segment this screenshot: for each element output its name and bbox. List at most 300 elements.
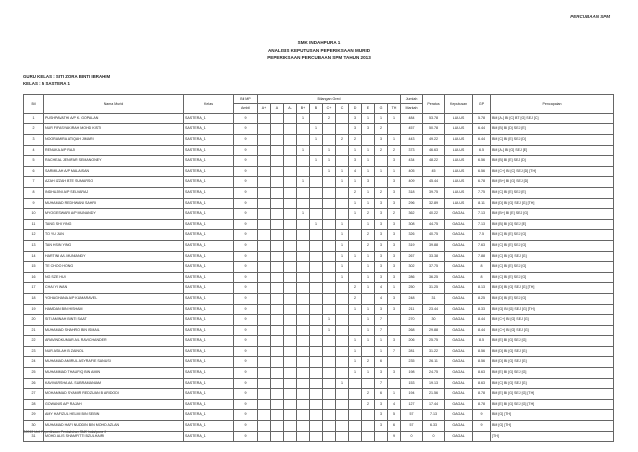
cell-grade-count [258,293,271,304]
cell-grade-count [310,368,323,379]
cell-grade-count [349,431,362,442]
cell-pencapaian: BM [G] BI [G] SEJ [G] [TH] [491,304,614,315]
cell-grade-count [271,177,284,188]
cell-bil: 21 [24,325,44,336]
cell-grade-count: 1 [388,166,401,177]
cell-bil: 14 [24,251,44,262]
cell-grade-count: 1 [349,304,362,315]
cell-grade-count: 1 [362,262,375,273]
cell-grade-count [271,378,284,389]
cell-bil: 26 [24,378,44,389]
cell-grade-count [323,304,336,315]
cell-grade-count [258,209,271,220]
cell-grade-count [336,113,349,124]
cell-ambil: 9 [234,304,258,315]
cell-grade-count [323,187,336,198]
cell-grade-count [258,198,271,209]
cell-grade-count [310,209,323,220]
cell-grade-count: 1 [349,209,362,220]
cell-grade-count [271,230,284,241]
header-bil: Bil [24,95,44,114]
cell-jumlah: 302 [401,262,423,273]
cell-grade-count [258,357,271,368]
cell-kelas: SASTERA_1 [184,410,234,421]
cell-grade-count: 2 [362,230,375,241]
cell-bil: 31 [24,431,44,442]
cell-grade-count: 3 [375,240,388,251]
cell-grade-count [297,198,310,209]
cell-grade-count [284,283,297,294]
cell-keputusan: GAGAL [445,368,473,379]
cell-nama: NOORAMIRA ATIQAH JIMARI [44,135,184,146]
cell-grade-count [284,421,297,432]
cell-peratus: 46.63 [423,145,445,156]
cell-grade-count: 1 [375,336,388,347]
cell-grade-count [310,304,323,315]
cell-grade-count [297,272,310,283]
cell-grade-count [349,389,362,400]
cell-grade-count: 1 [388,283,401,294]
cell-grade-count: 1 [362,368,375,379]
cell-pencapaian: BM [E] BI [G] SEJ [G] [491,368,614,379]
cell-grade-count: 1 [336,219,349,230]
cell-grade-count: 1 [349,368,362,379]
cell-peratus: 37.75 [423,262,445,273]
table-row [24,251,614,262]
cell-grade-count [336,346,349,357]
cell-grade-count [284,209,297,220]
cell-grade-count: 1 [388,389,401,400]
cell-grade-count [323,230,336,241]
cell-kelas: SASTERA_1 [184,272,234,283]
cell-gp: 8.33 [473,304,491,315]
cell-grade-count [258,378,271,389]
cell-grade-count: 1 [323,315,336,326]
table-row [24,198,614,209]
cell-grade-count [310,399,323,410]
cell-pencapaian: BM [C] BI [G] SEJ [G] [491,378,614,389]
cell-grade-count [323,378,336,389]
cell-grade-count: 1 [375,346,388,357]
cell-pencapaian: [TH] [491,431,614,442]
cell-bil: 15 [24,262,44,273]
cell-grade-count [323,240,336,251]
cell-bil: 22 [24,336,44,347]
cell-grade-count [388,357,401,368]
cell-gp: 8.63 [473,378,491,389]
cell-grade-count [271,240,284,251]
cell-bil: 11 [24,219,44,230]
cell-peratus: 49.22 [423,135,445,146]
cell-grade-count [297,410,310,421]
cell-nama: HAMDAN BIN HISHAM [44,304,184,315]
cell-grade-count: 3 [388,230,401,241]
table-row [24,431,614,442]
cell-gp: 8 [473,262,491,273]
cell-grade-count [258,156,271,167]
cell-grade-count [323,251,336,262]
cell-gp: 7.88 [473,251,491,262]
cell-keputusan: GAGAL [445,293,473,304]
cell-grade-count [271,389,284,400]
cell-grade-count [284,262,297,273]
cell-grade-count: 3 [375,399,388,410]
cell-pencapaian: BM [B+] BI [E] SEJ [G] [491,209,614,220]
cell-kelas: SASTERA_1 [184,124,234,135]
cell-grade-count: 3 [388,219,401,230]
cell-grade-count [349,399,362,410]
cell-pencapaian: BM [B+] BI [G] SEJ [D] [491,177,614,188]
cell-grade-count [336,209,349,220]
cell-grade-count [310,240,323,251]
cell-grade-count [297,399,310,410]
cell-grade-count [258,304,271,315]
cell-grade-count [297,336,310,347]
cell-keputusan: GAGAL [445,251,473,262]
cell-pencapaian: BM [C] BI [E] SEJ [G] [491,272,614,283]
cell-jumlah: 296 [401,198,423,209]
header-grade: E [362,104,375,113]
cell-jumlah: 250 [401,283,423,294]
cell-jumlah: 248 [401,293,423,304]
table-row [24,124,614,135]
cell-nama: YOHAGHANA A/P KUMARAVEL [44,293,184,304]
cell-grade-count: 1 [310,124,323,135]
cell-grade-count [336,389,349,400]
table-row [24,283,614,294]
cell-grade-count [323,389,336,400]
cell-grade-count [271,357,284,368]
cell-grade-count: 3 [362,124,375,135]
cell-grade-count [310,166,323,177]
cell-grade-count [323,293,336,304]
cell-pencapaian: BM [C+] BI [C] SEJ [D] [TH] [491,166,614,177]
cell-grade-count: 1 [310,135,323,146]
cell-grade-count [258,240,271,251]
cell-peratus: 31.22 [423,346,445,357]
cell-nama: RACHEAL JENIFAR SEMANONEY [44,156,184,167]
cell-grade-count [336,293,349,304]
cell-grade-count [258,421,271,432]
cell-grade-count [271,431,284,442]
cell-grade-count: 1 [349,336,362,347]
cell-grade-count [310,177,323,188]
cell-grade-count [271,336,284,347]
cell-jumlah: 362 [401,209,423,220]
cell-grade-count [297,357,310,368]
cell-kelas: SASTERA_1 [184,262,234,273]
cell-grade-count: 1 [349,357,362,368]
cell-grade-count: 4 [388,399,401,410]
cell-grade-count [323,357,336,368]
cell-keputusan: GAGAL [445,304,473,315]
class-name: KELAS : 5 SASTERA 1 [23,81,70,87]
cell-grade-count [349,240,362,251]
cell-ambil: 9 [234,410,258,421]
report-title [0,39,638,62]
cell-grade-count [271,156,284,167]
cell-grade-count: 2 [388,209,401,220]
cell-ambil: 9 [234,357,258,368]
table-row [24,378,614,389]
cell-grade-count: 3 [375,262,388,273]
cell-grade-count: 7 [375,315,388,326]
cell-bil: 9 [24,198,44,209]
cell-grade-count [297,251,310,262]
cell-grade-count: 1 [336,251,349,262]
class-info [23,73,110,88]
table-row [24,293,614,304]
cell-grade-count [323,262,336,273]
cell-ambil: 9 [234,431,258,442]
cell-grade-count [284,166,297,177]
cell-grade-count [271,325,284,336]
cell-grade-count [310,113,323,124]
cell-ambil: 9 [234,135,258,146]
header-nama: Nama Murid [44,95,184,114]
cell-kelas: SASTERA_1 [184,378,234,389]
cell-nama: MUHAMMAD THAUFIQ BIN AMIN [44,368,184,379]
cell-grade-count: 1 [323,166,336,177]
cell-jumlah: 457 [401,124,423,135]
cell-grade-count [310,389,323,400]
cell-grade-count: 6 [388,421,401,432]
cell-keputusan: GAGAL [445,315,473,326]
cell-grade-count [336,336,349,347]
cell-peratus: 44.75 [423,219,445,230]
cell-grade-count: 2 [388,145,401,156]
cell-grade-count [284,177,297,188]
cell-grade-count [297,389,310,400]
cell-nama: MUHAMAD AMIRUL ASYRAFIE SANUSI [44,357,184,368]
cell-ambil: 9 [234,209,258,220]
cell-jumlah: 127 [401,399,423,410]
cell-jumlah: 267 [401,251,423,262]
cell-grade-count: 1 [362,166,375,177]
cell-grade-count [388,124,401,135]
cell-grade-count: 2 [362,389,375,400]
cell-grade-count [336,304,349,315]
cell-grade-count [271,272,284,283]
cell-grade-count [323,124,336,135]
cell-bil: 6 [24,166,44,177]
table-row [24,357,614,368]
cell-nama: MOHD ALIS SHAMFITTI BZULHAIRI [44,431,184,442]
cell-grade-count [258,251,271,262]
cell-kelas: SASTERA_1 [184,399,234,410]
cell-grade-count [284,346,297,357]
cell-keputusan: GAGAL [445,399,473,410]
cell-grade-count [271,283,284,294]
cell-grade-count [310,315,323,326]
cell-grade-count [336,156,349,167]
table-row [24,156,614,167]
cell-grade-count [297,219,310,230]
cell-ambil: 9 [234,240,258,251]
class-teacher: GURU KELAS : SITI ZORA BINTI IBRAHIM [23,74,111,79]
cell-ambil: 9 [234,187,258,198]
cell-grade-count: 3 [375,410,388,421]
cell-pencapaian: BM [E] BI [G] SEJ [G] [TH] [491,399,614,410]
cell-grade-count: 2 [375,187,388,198]
table-row [24,219,614,230]
cell-grade-count [271,135,284,146]
cell-bil: 24 [24,357,44,368]
table-row [24,315,614,326]
cell-grade-count [323,198,336,209]
header-grade: C+ [323,104,336,113]
cell-jumlah: 57 [401,410,423,421]
header-pencapaian: Pencapaian [491,95,614,114]
cell-grade-count: 3 [388,156,401,167]
cell-gp: 6.44 [473,124,491,135]
cell-gp: 9 [473,410,491,421]
cell-nama: TAN HSIN YING [44,240,184,251]
cell-ambil: 9 [234,230,258,241]
cell-grade-count [271,187,284,198]
cell-grade-count: 3 [375,135,388,146]
cell-gp: 8.78 [473,399,491,410]
cell-grade-count [258,124,271,135]
cell-grade-count: 3 [375,251,388,262]
cell-peratus: 7.13 [423,410,445,421]
table-row [24,262,614,273]
cell-grade-count [284,399,297,410]
cell-jumlah: 434 [401,156,423,167]
cell-grade-count: 1 [323,156,336,167]
cell-grade-count [258,219,271,230]
cell-jumlah: 211 [401,304,423,315]
cell-grade-count: 5 [388,410,401,421]
cell-nama: MUHAMAD SHAHRO BIN ISMAIL [44,325,184,336]
cell-nama: TE CHOO HONG [44,262,184,273]
table-row [24,368,614,379]
cell-grade-count [284,230,297,241]
table-row [24,166,614,177]
cell-grade-count [271,346,284,357]
cell-pencapaian: BM [D] BI [G] SEJ [G] [TH] [491,283,614,294]
cell-bil: 23 [24,346,44,357]
cell-grade-count: 7 [375,378,388,389]
cell-ambil: 9 [234,346,258,357]
cell-grade-count [258,315,271,326]
cell-grade-count: 6 [375,389,388,400]
cell-pencapaian: BM [D] BI [G] SEJ [G] [491,346,614,357]
cell-grade-count: 1 [362,283,375,294]
table-row [24,410,614,421]
cell-jumlah: 326 [401,230,423,241]
table-row [24,145,614,156]
cell-grade-count: 1 [362,304,375,315]
cell-grade-count [258,135,271,146]
school-name: SMK INDAHPURA 1 [297,40,341,45]
cell-grade-count: 1 [349,177,362,188]
cell-bil: 25 [24,368,44,379]
cell-grade-count: 1 [362,113,375,124]
cell-bil: 5 [24,156,44,167]
table-row [24,304,614,315]
cell-grade-count: 2 [349,135,362,146]
cell-grade-count: 1 [362,336,375,347]
cell-grade-count [323,209,336,220]
cell-grade-count [258,283,271,294]
cell-pencapaian: BM [C] BI [E] SEJ [G] [491,230,614,241]
cell-pencapaian: BM [C] BI [G] SEJ [G] [491,251,614,262]
cell-ambil: 9 [234,251,258,262]
cell-keputusan: GAGAL [445,346,473,357]
cell-grade-count: 1 [336,240,349,251]
cell-grade-count [310,262,323,273]
cell-grade-count [297,262,310,273]
table-row [24,177,614,188]
cell-grade-count [297,156,310,167]
cell-nama: AMY HAFIZUL HELMI BIN SEBIN [44,410,184,421]
cell-gp: 7.63 [473,240,491,251]
cell-grade-count [349,410,362,421]
cell-grade-count [297,283,310,294]
header-ambil: Ambil [234,104,258,113]
cell-kelas: SASTERA_1 [184,325,234,336]
cell-peratus: 39.88 [423,240,445,251]
cell-grade-count: 3 [375,219,388,230]
cell-grade-count: 1 [336,177,349,188]
cell-kelas: SASTERA_1 [184,315,234,326]
cell-grade-count [297,304,310,315]
cell-grade-count [310,336,323,347]
cell-jumlah: 198 [401,368,423,379]
cell-grade-count: 1 [362,251,375,262]
cell-grade-count [310,410,323,421]
cell-grade-count: 3 [375,272,388,283]
cell-grade-count: 4 [349,166,362,177]
cell-nama: SITI AMINAH BINTI SAAT [44,315,184,326]
cell-grade-count: 4 [375,283,388,294]
cell-gp: 8.78 [473,389,491,400]
header-markah: Markah [401,104,423,113]
cell-grade-count [362,421,375,432]
cell-ambil: 9 [234,399,258,410]
cell-grade-count [284,113,297,124]
cell-bil: 16 [24,272,44,283]
cell-kelas: SASTERA_1 [184,293,234,304]
cell-kelas: SASTERA_1 [184,421,234,432]
cell-grade-count [271,209,284,220]
cell-gp: 6.44 [473,135,491,146]
cell-grade-count: 3 [388,177,401,188]
cell-grade-count: 2 [362,399,375,410]
cell-kelas: SASTERA_1 [184,357,234,368]
cell-grade-count [258,336,271,347]
cell-kelas: SASTERA_1 [184,346,234,357]
cell-grade-count: 3 [375,304,388,315]
cell-pencapaian: BM [G] [TH] [491,421,614,432]
cell-grade-count [258,113,271,124]
cell-nama: ARAVINDKUMAR A/L RAVICHANDER [44,336,184,347]
cell-bil: 13 [24,240,44,251]
cell-ambil: 9 [234,262,258,273]
cell-keputusan: LULUS [445,124,473,135]
header-bilangan-gred: Bilangan Gred [258,95,401,104]
cell-grade-count [362,410,375,421]
cell-grade-count [297,135,310,146]
cell-bil: 2 [24,124,44,135]
header-keputusan: Keputusan [445,95,473,114]
cell-ambil: 9 [234,336,258,347]
cell-gp: 5.78 [473,113,491,124]
cell-grade-count [336,325,349,336]
header-row-1 [24,95,614,104]
cell-ambil: 9 [234,293,258,304]
